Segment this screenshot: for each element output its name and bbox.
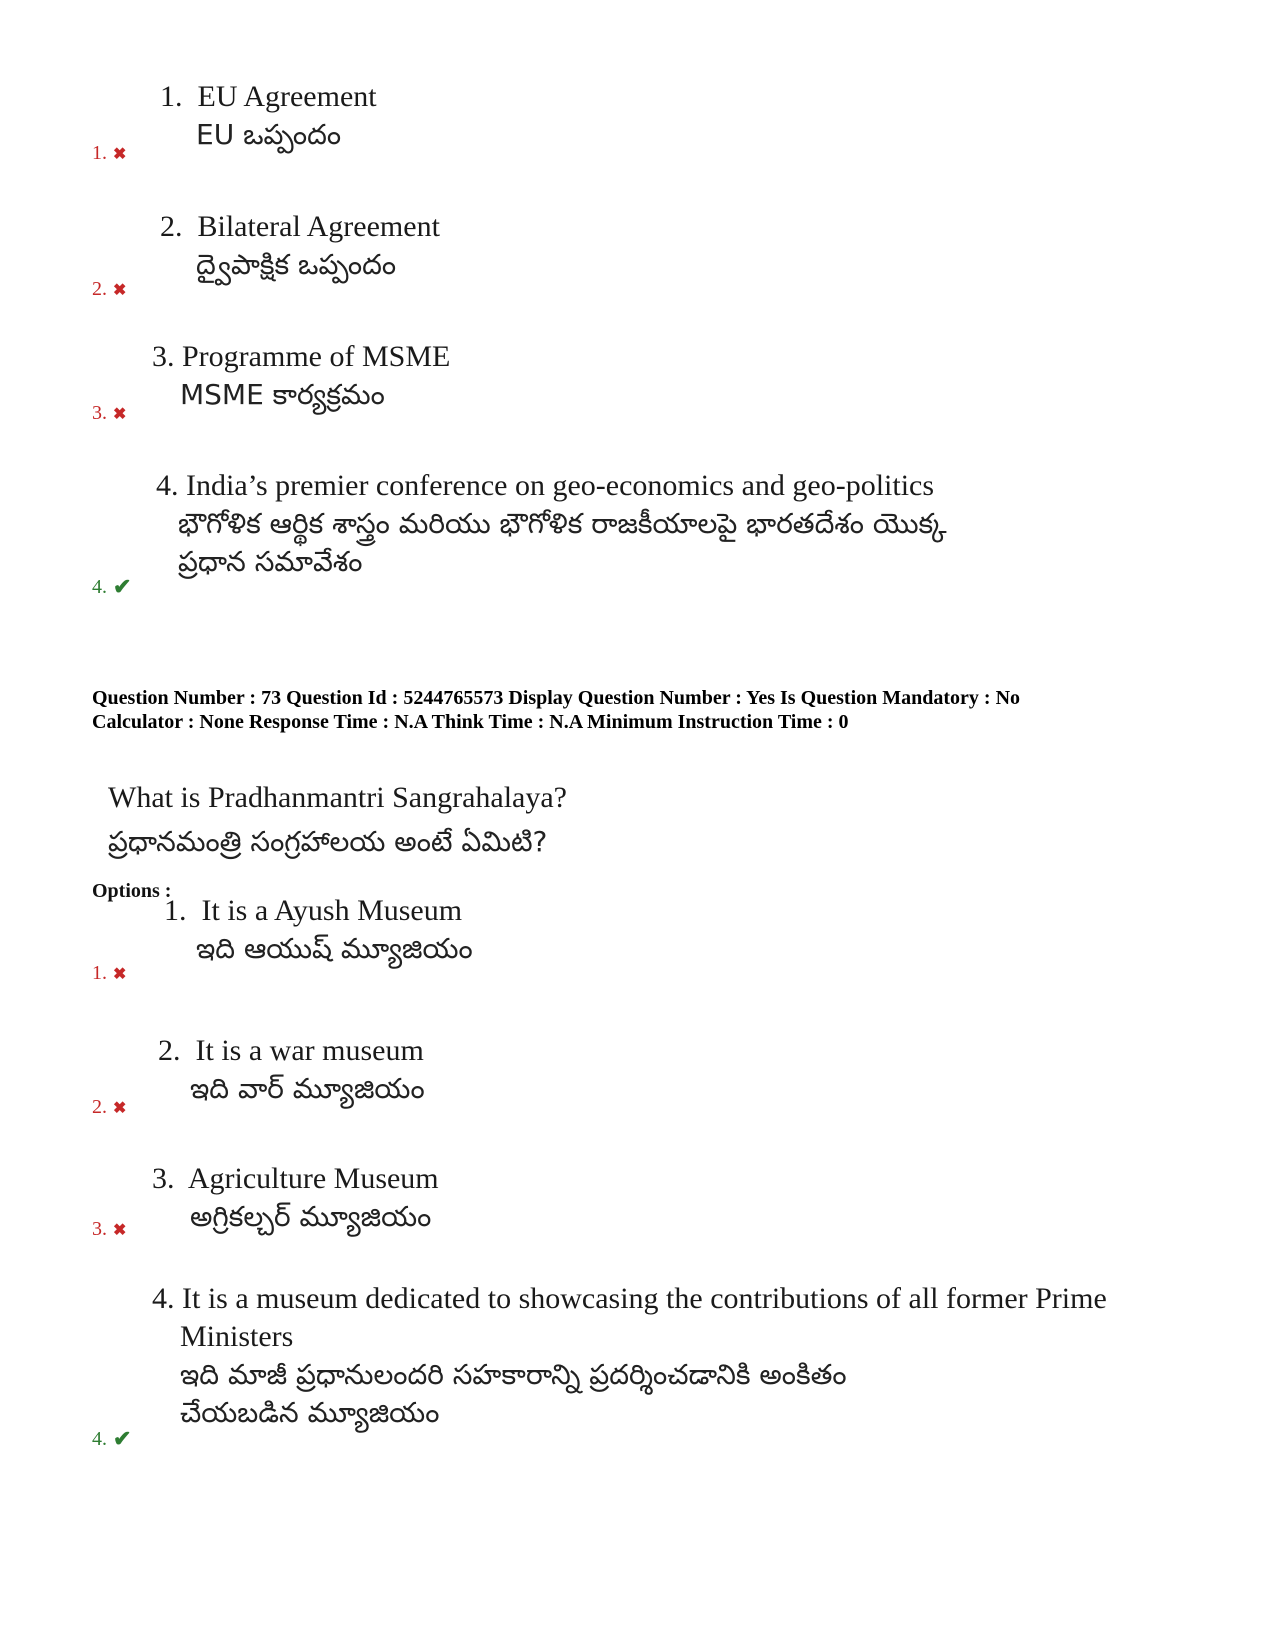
option-english: 1. EU Agreement (160, 80, 377, 113)
prev-option-2-marker: 2. ✖ (92, 278, 127, 300)
option-1-marker: 1. ✖ (92, 962, 127, 984)
prev-option-4-text: 4. India’s premier conference on geo-economics and geo-politics భౌగోళిక ఆర్థిక శాస్త్రం మరియు భౌగోళిక రాజకీయాలపై భారతదేశం యొక్క ప్రధాన సమావేశం (156, 469, 947, 578)
option-4-text: 4. It is a museum dedicated to showcasing the contributions of all former Prime Ministers ఇది మాజీ ప్రధానులందరి సహకారాన్ని ప్రదర్శించడానికి అంకితం చేయబడిన మ్యూజియం (152, 1282, 1107, 1429)
option-2-text: 2. It is a war museum ఇది వార్ మ్యూజియం (158, 1034, 425, 1105)
question-meta (92, 686, 1020, 734)
check-icon: ✔ (113, 574, 132, 599)
cross-icon: ✖ (113, 145, 127, 163)
question-english: What is Pradhanmantri Sangrahalaya? (108, 781, 567, 814)
prev-option-3-text: 3. Programme of MSME MSME కార్యక్రమం (152, 340, 451, 411)
option-4-marker: 4. ✔ (92, 1426, 132, 1451)
question-meta-line-2: Calculator : None Response Time : N.A Think Time : N.A Minimum Instruction Time : 0 (92, 711, 849, 733)
cross-icon: ✖ (113, 405, 127, 423)
option-1-text: 1. It is a Ayush Museum ఇది ఆయుష్ మ్యూజియం (164, 894, 473, 965)
option-2-marker: 2. ✖ (92, 1096, 127, 1118)
check-icon: ✔ (113, 1426, 132, 1451)
option-3-marker: 3. ✖ (92, 1218, 127, 1240)
cross-icon: ✖ (113, 965, 127, 983)
prev-option-2-text: 2. Bilateral Agreement ద్వైపాక్షిక ఒప్పందం (160, 210, 440, 281)
question-telugu: ప్రధానమంత్రి సంగ్రహాలయ అంటే ఏమిటి? (108, 825, 548, 858)
cross-icon: ✖ (113, 1099, 127, 1117)
question-meta-line-1: Question Number : 73 Question Id : 5244765573 Display Question Number : Yes Is Question Mandatory : No (92, 687, 1021, 709)
prev-option-1-text (160, 78, 377, 154)
prev-option-4-marker: 4. ✔ (92, 574, 132, 599)
prev-option-1-marker: 1. ✖ (92, 142, 127, 164)
option-3-text: 3. Agriculture Museum అగ్రికల్చర్ మ్యూజియం (152, 1162, 439, 1233)
options-label: Options : (92, 880, 172, 902)
cross-icon: ✖ (113, 1221, 127, 1239)
question-text (108, 776, 567, 864)
cross-icon: ✖ (113, 281, 127, 299)
prev-option-3-marker: 3. ✖ (92, 402, 127, 424)
option-telugu: EU ఒప్పందం (196, 118, 342, 151)
